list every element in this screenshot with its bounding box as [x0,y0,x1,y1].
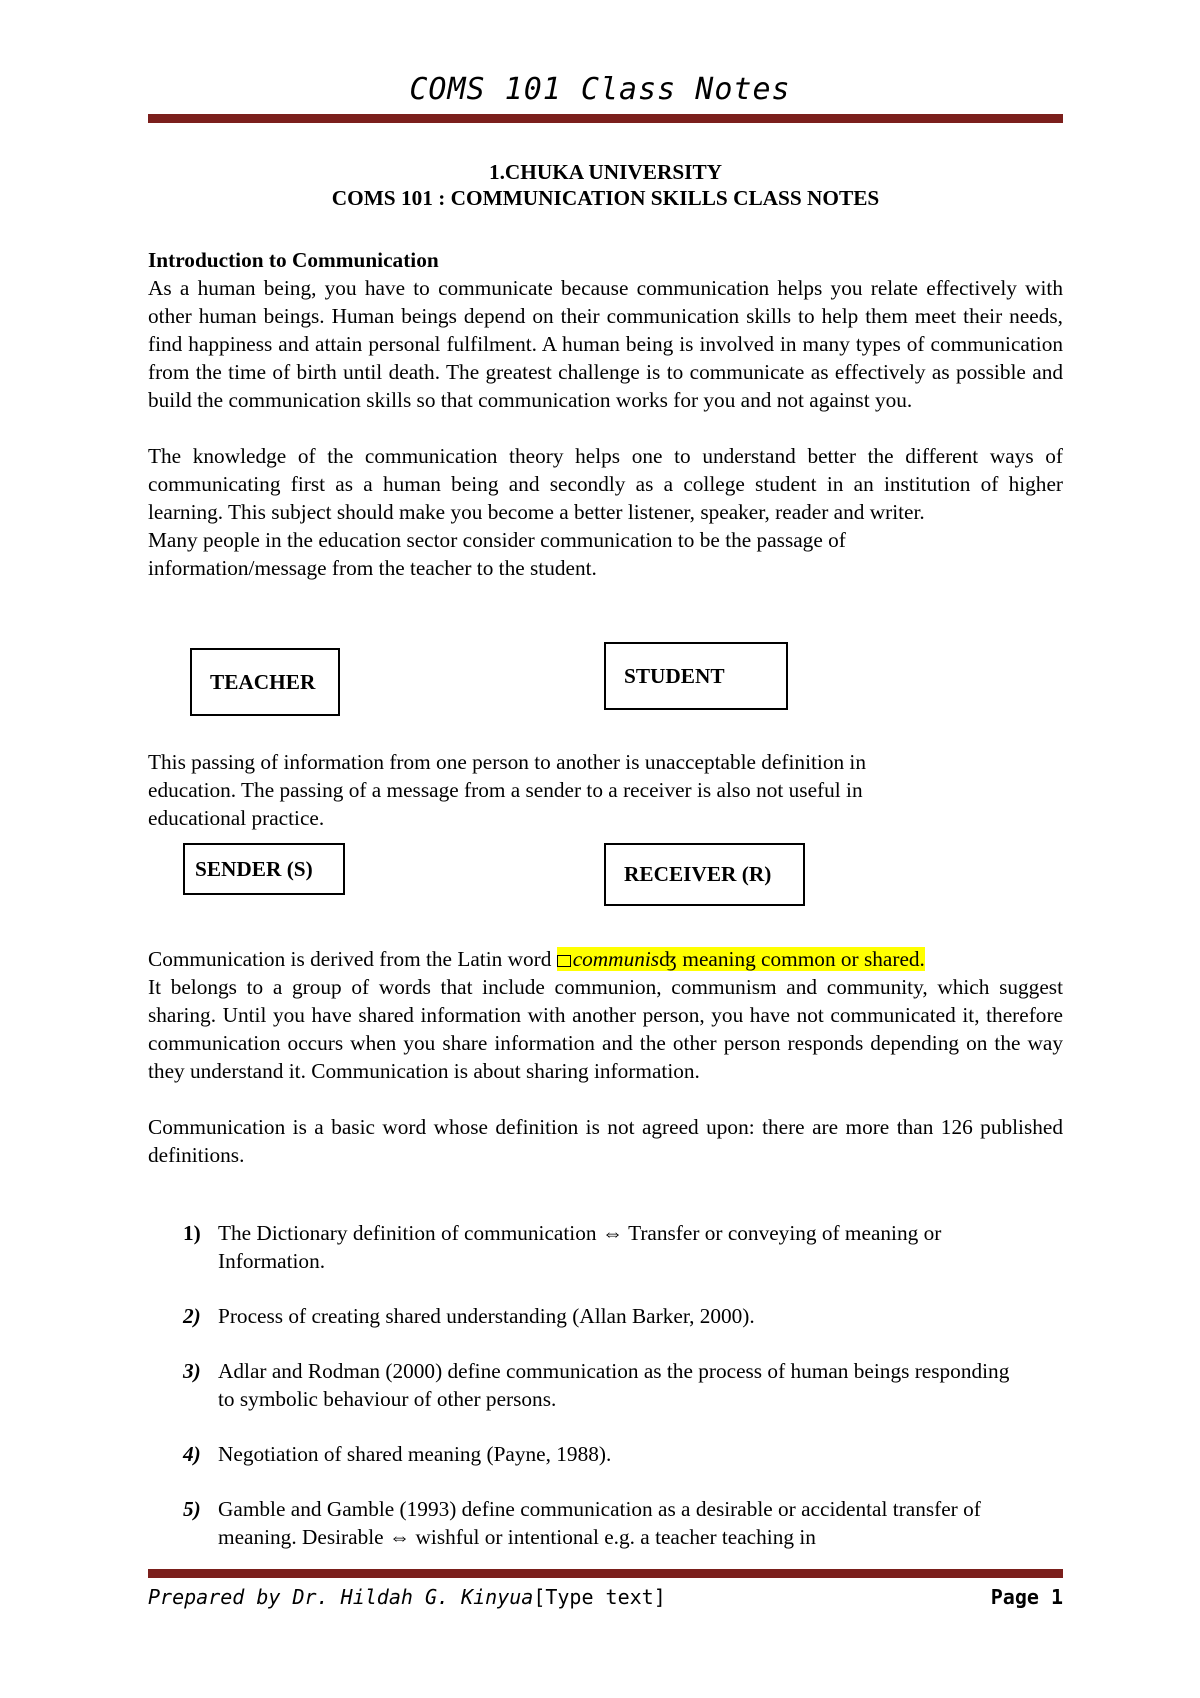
intro-heading: Introduction to Communication [148,248,439,272]
definition-item [148,1219,1063,1275]
footer-rule [148,1569,1063,1578]
header-rule [148,114,1063,123]
footer-prepared-by [148,1585,666,1609]
definition-text: The Dictionary definition of communication ⇔ Transfer or conveying of meaning or Information. [218,1221,942,1273]
title-block [148,158,1063,212]
latin-highlight [557,947,925,971]
symbol-glyph-icon [557,955,571,967]
student-box [604,642,788,710]
receiver-box-label: RECEIVER (R) [624,862,772,886]
definition-item [148,1440,1063,1468]
definition-number: 2) [183,1304,201,1328]
footer-author: Prepared by Dr. Hildah G. Kinyua [148,1585,534,1609]
definition-item [148,1302,1063,1330]
latin-line [148,945,1063,973]
definition-text: Adlar and Rodman (2000) define communication as the process of human beings responding to symbolic behaviour of other persons. [218,1359,1010,1411]
footer-placeholder: [Type text] [533,1585,666,1609]
definition-item [148,1357,1063,1413]
page-header-title: COMS 101 Class Notes [409,72,791,107]
intro-paragraph-2: The knowledge of the communication theory helps one to understand better the different ways of communicating first as a human being and secondly as a college student in an institution of higher learning. This subject should make you become a better listener, speaker, reader and writer. [148,444,1063,524]
latin-word: communis [572,947,660,971]
passing-paragraph: This passing of information from one person to another is unacceptable definition in education. The passing of a message from a sender to a receiver is also not useful in educational practice. [148,750,867,830]
university-title: 1.CHUKA UNIVERSITY [488,160,723,184]
latin-lead: Communication is derived from the Latin word [148,947,557,971]
teacher-box-label: TEACHER [210,669,316,694]
intro-section [148,246,1063,582]
crowd-glyph-icon: ʤ [659,947,678,971]
sender-box [183,843,345,895]
passing-paragraph-block [148,748,1063,832]
definition-number: 5) [183,1497,201,1521]
teacher-box [190,648,340,716]
definition-text: Gamble and Gamble (1993) define communication as a desirable or accidental transfer of meaning. Desirable ⇔ wishful or intentional e.g. a teacher teaching in [218,1497,981,1549]
latin-section [148,945,1063,1169]
intro-paragraph-1: As a human being, you have to communicate because communication helps you relate effectively with other human beings. Human beings depend on their communication skills to help them meet their needs, find happiness and attain personal fulfilment. A human being is involved in many types of communication from the time of birth until death. The greatest challenge is to communicate as effectively as possible and build the communication skills so that communication works for you and not against you. [148,276,1063,412]
student-box-label: STUDENT [624,663,725,688]
sender-box-label: SENDER (S) [195,856,313,881]
receiver-box [604,843,805,906]
definitions-intro: Communication is a basic word whose definition is not agreed upon: there are more than 126 published definitions. [148,1115,1063,1167]
definition-number: 4) [183,1442,201,1466]
course-title: COMS 101 : COMMUNICATION SKILLS CLASS NOTES [331,186,880,210]
definition-text: Process of creating shared understanding (Allan Barker, 2000). [218,1304,755,1328]
latin-paragraph: It belongs to a group of words that include communion, communism and community, which suggest sharing. Until you have shared information with another person, you have not communicated it, therefore communication occurs when you share information and the other person responds depending on the way they understand it. Communication is about sharing information. [148,975,1063,1083]
definition-number: 3) [183,1359,201,1383]
definition-number: 1) [183,1221,201,1245]
definition-item [148,1495,1063,1551]
intro-paragraph-3: Many people in the education sector consider communication to be the passage of information/message from the teacher to the student. [148,528,846,580]
definition-text: Negotiation of shared meaning (Payne, 1988). [218,1442,612,1466]
footer-page-number: Page 1 [990,1585,1063,1609]
latin-meaning: meaning common or shared. [677,947,925,971]
